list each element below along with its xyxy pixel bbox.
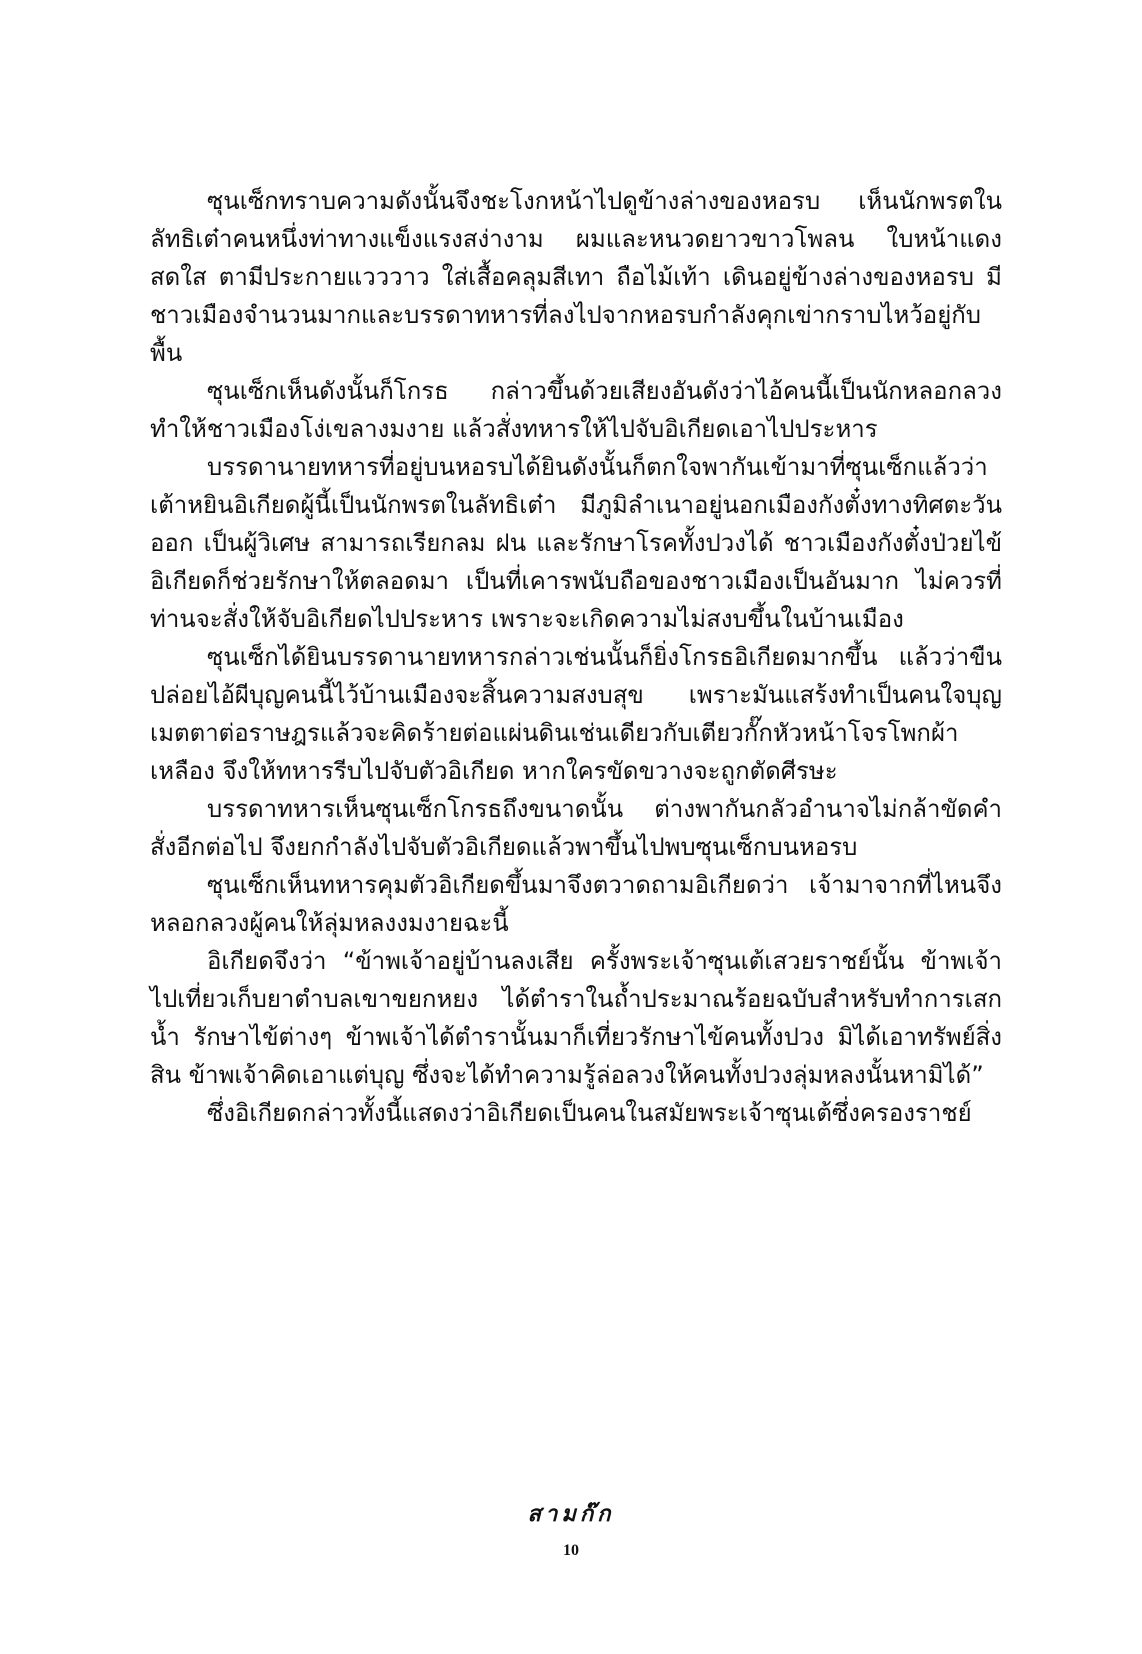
footer-book-title: สามก๊ก — [527, 1501, 615, 1527]
paragraph-2: ซุนเซ็กเห็นดังนั้นก็โกรธ กล่าวขึ้นด้วยเสียงอันดังว่าไอ้คนนี้เป็นนักหลอกลวงทำให้ชาวเมืองโง่เขลางมงาย แล้วสั่งทหารให้ไปจับอิเกียดเอาไปประหาร — [150, 377, 1002, 443]
paragraph-5: บรรดาทหารเห็นซุนเซ็กโกรธถึงขนาดนั้น ต่างพากันกลัวอำนาจไม่กล้าขัดคำสั่งอีกต่อไป จึงยกกำลังไปจับตัวอิเกียดแล้วพาขึ้นไปพบซุนเซ็กบนหอรบ — [150, 795, 1002, 861]
paragraph-3: บรรดานายทหารที่อยู่บนหอรบได้ยินดังนั้นก็ตกใจพากันเข้ามาที่ซุนเซ็กแล้วว่า เต้าหยินอิเกียดผู้นี้เป็นนักพรตในลัทธิเต๋า มีภูมิลำเนาอยู่นอกเมืองกังตั๋งทางทิศตะวันออก เป็นผู้วิเศษ สามารถเรียกลม ฝน และรักษาโรคทั้งปวงได้ ชาวเมืองกังตั๋งป่วยไข้ อิเกียดก็ช่วยรักษาให้ตลอดมา เป็นที่เคารพนับถือของชาวเมืองเป็นอันมาก ไม่ควรที่ท่านจะสั่งให้จับอิเกียดไปประหาร เพราะจะเกิดความไม่สงบขึ้นในบ้านเมือง — [150, 453, 1002, 633]
paragraph-6: ซุนเซ็กเห็นทหารคุมตัวอิเกียดขึ้นมาจึงตวาดถามอิเกียดว่า เจ้ามาจากที่ไหนจึงหลอกลวงผู้คนให้ลุ่มหลงงมงายฉะนี้ — [150, 871, 1002, 937]
paragraph-1: ซุนเซ็กทราบความดังนั้นจึงชะโงกหน้าไปดูข้างล่างของหอรบ เห็นนักพรตในลัทธิเต๋าคนหนึ่งท่าทางแข็งแรงสง่างาม ผมและหนวดยาวขาวโพลน ใบหน้าแดงสดใส ตามีประกายแวววาว ใส่เสื้อคลุมสีเทา ถือไม้เท้า เดินอยู่ข้างล่างของหอรบ มีชาวเมืองจำนวนมากและบรรดาทหารที่ลงไปจากหอรบกำลังคุกเข่ากราบไหว้อยู่กับพื้น — [150, 187, 1002, 367]
paragraph-4: ซุนเซ็กได้ยินบรรดานายทหารกล่าวเช่นนั้นก็ยิ่งโกรธอิเกียดมากขึ้น แล้วว่าขืนปล่อยไอ้ผีบุญคนนี้ไว้บ้านเมืองจะสิ้นความสงบสุข เพราะมันแสร้งทำเป็นคนใจบุญเมตตาต่อราษฎรแล้วจะคิดร้ายต่อแผ่นดินเช่นเดียวกับเตียวกั๊กหัวหน้าโจรโพกผ้าเหลือง จึงให้ทหารรีบไปจับตัวอิเกียด หากใครขัดขวางจะถูกตัดศีรษะ — [150, 643, 1002, 785]
paragraph-7: อิเกียดจึงว่า “ข้าพเจ้าอยู่บ้านลงเสีย ครั้งพระเจ้าซุนเต้เสวยราชย์นั้น ข้าพเจ้าไปเที่ยวเก็บยาตำบลเขาขยกหยง ได้ตำราในถ้ำประมาณร้อยฉบับสำหรับทำการเสกน้ำ รักษาไข้ต่างๆ ข้าพเจ้าได้ตำรานั้นมาก็เที่ยวรักษาไข้คนทั้งปวง มิได้เอาทรัพย์สิ่งสิน ข้าพเจ้าคิดเอาแต่บุญ ซึ่งจะได้ทำความรู้ล่อลวงให้คนทั้งปวงลุ่มหลงนั้นหามิได้” — [150, 947, 1002, 1089]
page-number: 10 — [563, 1542, 579, 1559]
paragraph-8: ซึ่งอิเกียดกล่าวทั้งนี้แสดงว่าอิเกียดเป็นคนในสมัยพระเจ้าซุนเต้ซึ่งครองราชย์ — [207, 1099, 972, 1127]
body-text — [150, 182, 1002, 1132]
